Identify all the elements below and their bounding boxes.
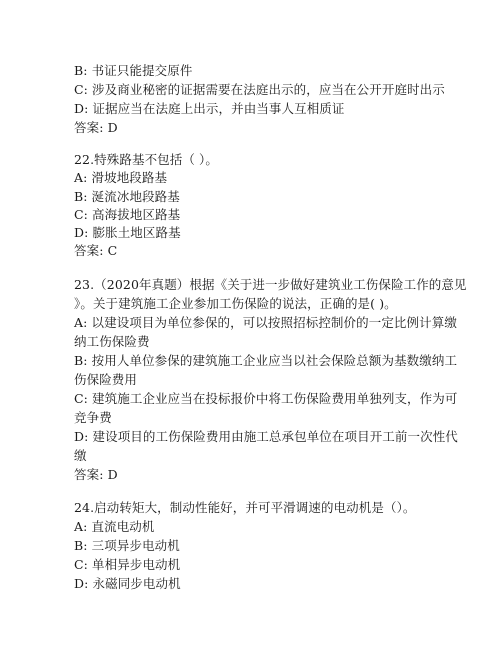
text-line: 缴 bbox=[74, 448, 87, 463]
text-line: 》。关于建筑施工企业参加工伤保险的说法，正确的是( )。 bbox=[74, 296, 397, 311]
text-line: 伤保险费用 bbox=[74, 372, 138, 387]
text-line: D: 永磁同步电动机 bbox=[74, 576, 181, 591]
text-line: 答案: D bbox=[74, 467, 118, 482]
text-line: 24.启动转矩大，制动性能好，并可平滑调速的电动机是（）。 bbox=[74, 500, 416, 515]
text-line: B: 按用人单位参保的建筑施工企业应当以社会保险总额为基数缴纳工 bbox=[74, 353, 458, 368]
text-line: D: 建设项目的工伤保险费用由施工总承包单位在项目开工前一次性代 bbox=[74, 429, 458, 444]
text-line: A: 直流电动机 bbox=[74, 519, 155, 534]
text-line: D: 证据应当在法庭上出示，并由当事人互相质证 bbox=[74, 101, 345, 116]
text-line: 纳工伤保险费 bbox=[74, 334, 150, 349]
text-line: B: 涎流冰地段路基 bbox=[74, 189, 180, 204]
text-line: A: 滑坡地段路基 bbox=[74, 170, 168, 185]
text-line: 答案: D bbox=[74, 120, 118, 135]
text-line: B: 书证只能提交原件 bbox=[74, 63, 193, 78]
text-line: C: 单相异步电动机 bbox=[74, 557, 181, 572]
text-line: C: 涉及商业秘密的证据需要在法庭出示的，应当在公开开庭时出示 bbox=[74, 82, 445, 97]
text-line: C: 建筑施工企业应当在投标报价中将工伤保险费用单独列支，作为可 bbox=[74, 391, 458, 406]
text-line: 23.（2020年真题）根据《关于进一步做好建筑业工伤保险工作的意见 bbox=[74, 277, 467, 292]
text-line: 竞争费 bbox=[74, 410, 112, 425]
text-line: A: 以建设项目为单位参保的，可以按照招标控制价的一定比例计算缴 bbox=[74, 315, 457, 330]
text-line: 22.特殊路基不包括（ ）。 bbox=[74, 152, 219, 167]
text-line: D: 膨胀土地区路基 bbox=[74, 225, 181, 240]
text-line: C: 高海拔地区路基 bbox=[74, 207, 181, 222]
text-line: 答案: C bbox=[74, 243, 118, 258]
text-line: B: 三项异步电动机 bbox=[74, 538, 180, 553]
